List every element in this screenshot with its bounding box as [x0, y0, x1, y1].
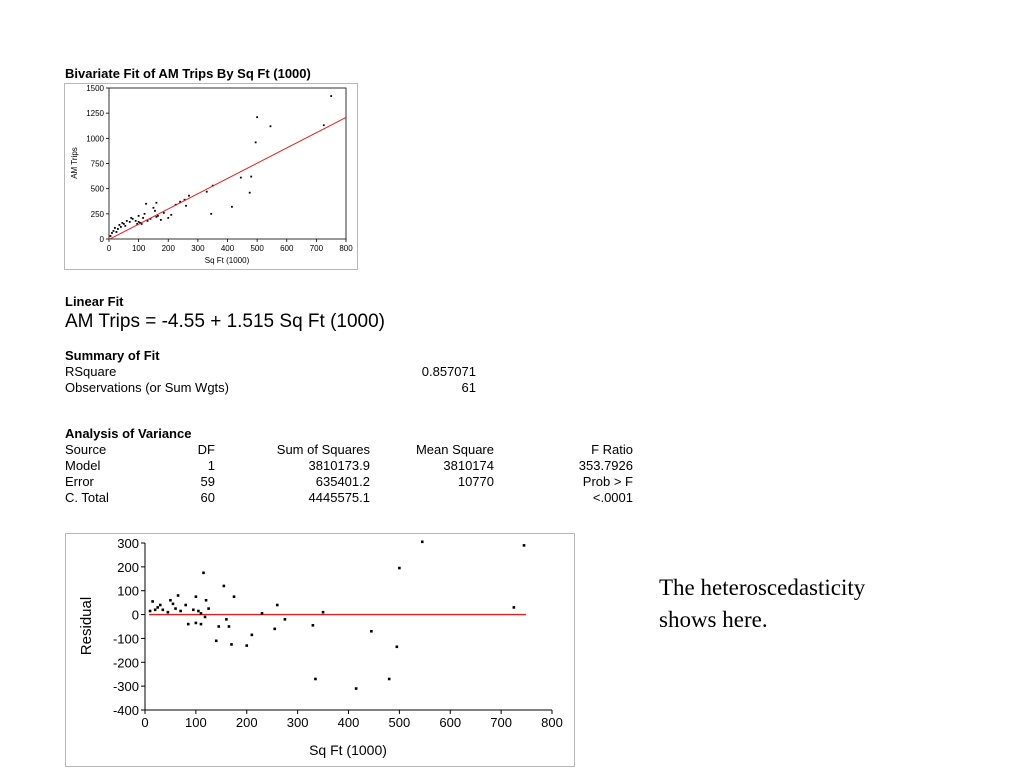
residual-point: [154, 609, 157, 612]
y-tick-label: 1500: [86, 84, 104, 93]
data-point: [111, 232, 113, 234]
residual-point: [314, 678, 317, 681]
y-tick-label: -400: [112, 703, 139, 718]
x-tick-label: 700: [490, 715, 512, 730]
data-point: [124, 225, 126, 227]
y-axis-label: Residual: [78, 596, 95, 656]
y-tick-label: 1000: [86, 134, 104, 144]
x-tick-label: 800: [339, 244, 353, 253]
residual-point: [195, 595, 198, 598]
data-point: [163, 212, 165, 214]
summary-of-fit-heading: Summary of Fit: [65, 348, 160, 363]
residual-point: [223, 585, 226, 588]
residual-point: [159, 604, 162, 607]
summary-row: [65, 380, 476, 396]
data-point: [123, 223, 125, 225]
x-axis-label: Sq Ft (1000): [309, 742, 387, 758]
x-tick-label: 400: [220, 244, 235, 253]
col-header: Mean Square: [415, 442, 494, 457]
summary-value: 0.857071: [421, 364, 476, 379]
data-point: [185, 205, 187, 207]
data-point: [142, 217, 144, 219]
data-point: [144, 213, 146, 215]
residual-point: [233, 595, 236, 598]
anova-cell: 1: [207, 458, 215, 473]
residual-point: [177, 594, 180, 597]
anova-row: [65, 458, 633, 474]
data-point: [330, 95, 332, 97]
summary-label: RSquare: [65, 364, 117, 379]
x-tick-label: 0: [106, 244, 112, 253]
summary-label: Observations (or Sum Wgts): [65, 380, 229, 395]
residual-point: [172, 603, 175, 606]
anova-cell: [370, 490, 494, 506]
data-point: [117, 228, 119, 230]
data-point: [132, 218, 134, 220]
anova-cell: 3810173.9: [308, 458, 370, 473]
data-point: [120, 226, 122, 228]
data-point: [323, 124, 325, 126]
fit-equation: AM Trips = -4.55 + 1.515 Sq Ft (1000): [65, 311, 385, 332]
data-point: [135, 220, 137, 222]
data-point: [170, 214, 172, 216]
residual-point: [184, 604, 187, 607]
residual-point: [167, 611, 170, 614]
residual-point: [421, 541, 424, 544]
summary-value: 61: [461, 380, 476, 395]
x-tick-label: 100: [131, 244, 146, 253]
anova-cell: Prob > F: [582, 474, 633, 489]
anova-cell: Model: [65, 458, 101, 473]
annotation-text: [659, 572, 865, 636]
data-point: [167, 217, 169, 219]
summary-row: [65, 364, 476, 380]
data-point: [126, 220, 128, 222]
anova-cell: 3810174: [443, 458, 494, 473]
data-point: [145, 203, 147, 205]
data-point: [255, 141, 257, 143]
data-point: [206, 191, 208, 193]
residual-point: [195, 622, 198, 625]
col-header: Source: [65, 442, 107, 457]
residual-point: [276, 604, 279, 607]
anova-cell: 10770: [457, 474, 494, 489]
col-header: F Ratio: [591, 442, 633, 457]
residual-point: [228, 625, 231, 628]
x-tick-label: 500: [388, 715, 411, 730]
residual-point: [174, 607, 177, 610]
y-tick-label: 100: [117, 583, 139, 599]
data-point: [116, 231, 118, 233]
plot-area: [109, 88, 346, 239]
residual-point: [197, 610, 200, 613]
residual-point: [370, 630, 373, 633]
data-point: [153, 207, 155, 209]
residual-point: [312, 624, 315, 627]
y-tick-label: -100: [112, 631, 139, 647]
residual-point: [261, 612, 264, 615]
anova-cell: C. Total: [65, 490, 109, 505]
x-tick-label: 100: [185, 715, 207, 730]
residual-point: [192, 609, 195, 612]
residual-point: [205, 599, 208, 602]
x-tick-label: 600: [439, 715, 462, 730]
x-tick-label: 300: [286, 715, 309, 730]
bivariate-fit-chart: [64, 83, 358, 271]
residual-point: [149, 610, 152, 613]
residual-point: [162, 609, 165, 612]
residual-point: [202, 572, 205, 575]
data-point: [154, 210, 156, 212]
y-tick-label: -200: [112, 655, 139, 671]
data-point: [138, 215, 140, 217]
data-point: [250, 176, 252, 178]
y-tick-label: 250: [90, 209, 104, 219]
residual-point: [355, 687, 358, 690]
data-point: [270, 125, 272, 127]
anova-header-row: [65, 442, 633, 458]
residual-point: [523, 544, 526, 547]
y-tick-label: 0: [99, 235, 104, 244]
data-point: [210, 213, 212, 215]
x-tick-label: 800: [541, 715, 563, 730]
data-point: [118, 224, 120, 226]
y-tick-label: 0: [131, 607, 139, 623]
data-point: [256, 116, 258, 118]
y-tick-label: 500: [90, 184, 104, 194]
y-tick-label: -300: [112, 679, 139, 695]
y-tick-label: 200: [117, 559, 139, 575]
linear-fit-heading: Linear Fit: [65, 294, 124, 309]
residual-point: [396, 645, 399, 648]
anova-cell: <.0001: [592, 490, 633, 505]
data-point: [160, 219, 162, 221]
annotation-line: shows here.: [659, 607, 768, 632]
residual-point: [179, 610, 182, 613]
y-axis-label: AM Trips: [70, 147, 79, 179]
x-tick-label: 700: [309, 244, 324, 253]
residual-point: [513, 606, 516, 609]
anova-cell: 60: [200, 490, 215, 505]
annotation-line: The heteroscedasticity: [659, 575, 866, 600]
data-point: [156, 202, 158, 204]
x-tick-label: 400: [337, 715, 360, 730]
residual-point: [207, 607, 210, 610]
anova-cell: 635401.2: [315, 474, 370, 489]
data-point: [129, 221, 131, 223]
residual-point: [225, 618, 228, 621]
residual-point: [388, 678, 391, 681]
residual-point: [245, 644, 248, 647]
data-point: [249, 192, 251, 194]
residual-point: [204, 616, 207, 619]
x-tick-label: 200: [161, 244, 175, 253]
residual-point: [156, 606, 159, 609]
x-axis-label: Sq Ft (1000): [204, 256, 250, 265]
report-title: Bivariate Fit of AM Trips By Sq Ft (1000): [65, 66, 311, 81]
anova-table: [65, 442, 633, 506]
residual-point: [187, 623, 190, 626]
y-tick-label: 1250: [86, 109, 104, 119]
residual-point: [322, 611, 325, 614]
residual-point: [200, 623, 203, 626]
anova-cell: 59: [200, 474, 215, 489]
data-point: [188, 195, 190, 197]
anova-cell: Error: [65, 474, 94, 489]
data-point: [157, 215, 159, 217]
x-tick-label: 600: [280, 244, 294, 253]
residual-point: [200, 612, 203, 615]
y-tick-label: 300: [117, 536, 139, 551]
data-point: [231, 206, 233, 208]
anova-cell: 4445575.1: [308, 490, 370, 505]
summary-of-fit-table: [65, 364, 476, 396]
x-tick-label: 300: [191, 244, 205, 253]
anova-heading: Analysis of Variance: [65, 426, 192, 441]
residual-plot: [65, 533, 575, 767]
residual-point: [217, 625, 220, 628]
anova-cell: 353.7926: [578, 458, 633, 473]
residual-point: [284, 618, 287, 621]
anova-row: [65, 474, 633, 490]
residual-point: [215, 640, 218, 643]
col-header: DF: [197, 442, 215, 457]
anova-row: [65, 490, 633, 506]
residual-point: [273, 628, 276, 631]
data-point: [240, 177, 242, 179]
data-point: [113, 230, 115, 232]
col-header: Sum of Squares: [276, 442, 370, 457]
y-tick-label: 750: [90, 159, 104, 169]
x-tick-label: 500: [250, 244, 264, 253]
residual-point: [398, 567, 401, 570]
residual-point: [251, 634, 254, 637]
data-point: [110, 235, 112, 237]
residual-point: [230, 643, 233, 646]
chart-frame: [66, 534, 575, 767]
x-tick-label: 0: [141, 715, 149, 730]
data-point: [114, 227, 116, 229]
residual-point: [151, 600, 154, 603]
x-tick-label: 200: [235, 715, 258, 730]
residual-point: [169, 599, 172, 602]
